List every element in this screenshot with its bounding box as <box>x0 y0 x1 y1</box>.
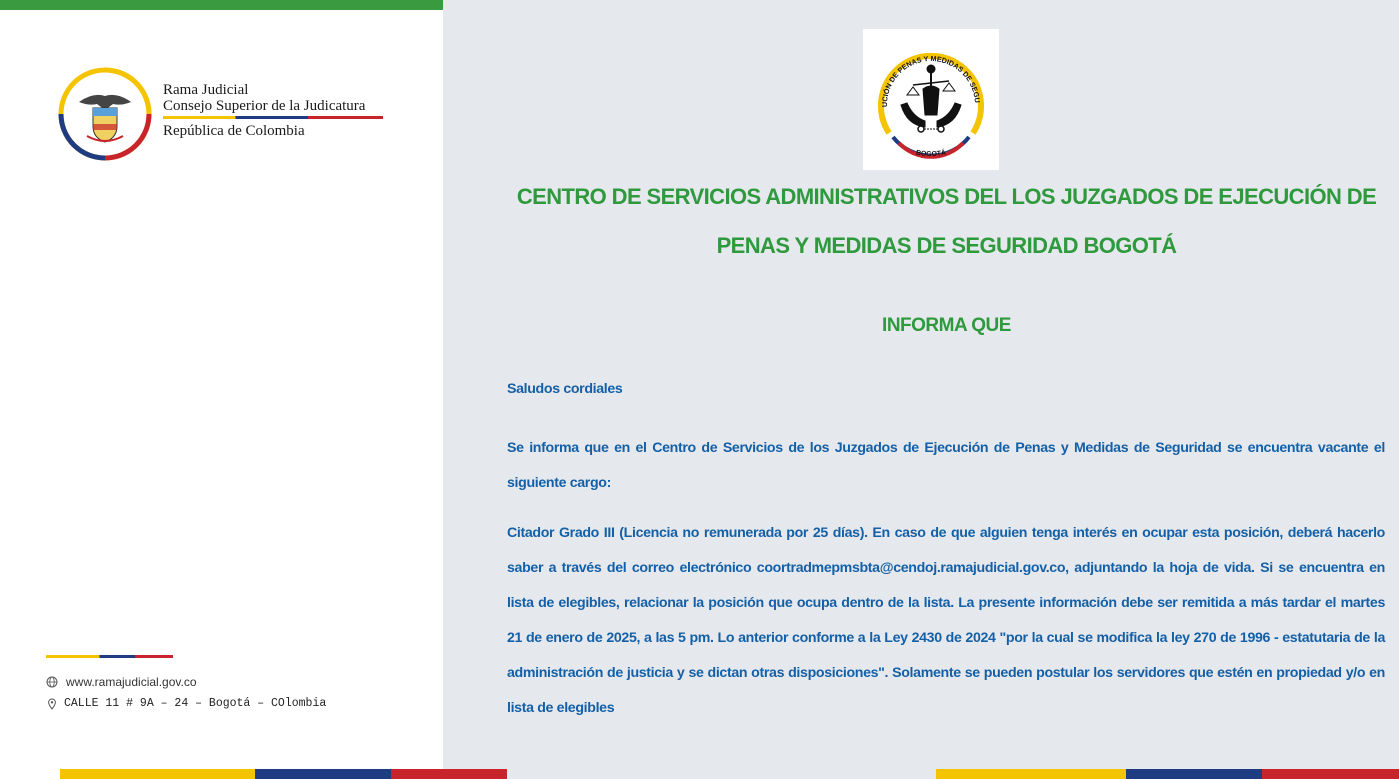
emblem-city-text: BOGOTÁ <box>915 149 947 159</box>
letterhead-panel <box>0 0 443 779</box>
flag-divider <box>163 116 383 119</box>
greeting-text: Saludos cordiales <box>507 381 623 397</box>
globe-icon <box>46 676 58 688</box>
bottom-flag-blue-left <box>255 769 391 779</box>
emblem-ring-text: UCIÓN DE PENAS Y MEDIDAS DE SEGU <box>879 53 983 108</box>
location-pin-icon <box>46 698 58 710</box>
announcement-title-line1: CENTRO DE SERVICIOS ADMINISTRATIVOS DEL LOS JUZGADOS DE EJECUCIÓN DE <box>516 184 1377 209</box>
coat-of-arms-icon <box>57 66 153 162</box>
rama-judicial-logo <box>57 66 397 162</box>
bottom-flag-blue-right <box>1126 769 1262 779</box>
vacancy-intro-paragraph: Se informa que en el Centro de Servicios de los Juzgados de Ejecución de Penas y Medidas de Seguridad se encuentra vacante el siguiente cargo: <box>507 440 1385 491</box>
footer-website[interactable] <box>46 675 197 689</box>
address-text: CALLE 11 # 9A – 24 – Bogotá – COlombia <box>64 697 327 710</box>
announcement-title-line2: PENAS Y MEDIDAS DE SEGURIDAD BOGOTÁ <box>716 233 1177 258</box>
bottom-flag-yellow-right <box>936 769 1126 779</box>
top-accent-bar <box>0 0 443 10</box>
bottom-flag-red-left <box>391 769 507 779</box>
footer-address <box>46 697 326 710</box>
website-text[interactable]: www.ramajudicial.gov.co <box>66 675 197 689</box>
footer-flag-divider <box>46 655 173 658</box>
bottom-flag-yellow-left <box>60 769 255 779</box>
announcement-subtitle: INFORMA QUE <box>882 315 1011 336</box>
ejecucion-penas-emblem <box>863 29 999 170</box>
org-name-line3: República de Colombia <box>163 123 305 139</box>
scales-of-justice-icon <box>863 29 999 170</box>
org-name-block <box>163 82 393 140</box>
org-name-line1: Rama Judicial <box>163 82 249 98</box>
org-name-line2: Consejo Superior de la Judicatura <box>163 98 366 114</box>
vacancy-details-paragraph: Citador Grado III (Licencia no remunerada por 25 días). En caso de que alguien tenga interés en ocupar esta posición, deberá hacerlo saber a través del correo electrónico coortradmepmsbta@cendoj.ramajudicial.gov.co, adjuntando la hoja de vida. Si se encuentra en lista de elegibles, relacionar la posición que ocupa dentro de la lista. La presente información debe ser remitida a más tardar el martes 21 de enero de 2025, a las 5 pm. Lo anterior conforme a la Ley 2430 de 2024 "por la cual se modifica la ley 270 de 1996 - estatutaria de la administración de justicia y se dictan otras disposiciones". Solamente se pueden postular los servidores que estén en propiedad y/o en lista de elegibles <box>507 525 1385 716</box>
bottom-flag-red-right <box>1262 769 1399 779</box>
